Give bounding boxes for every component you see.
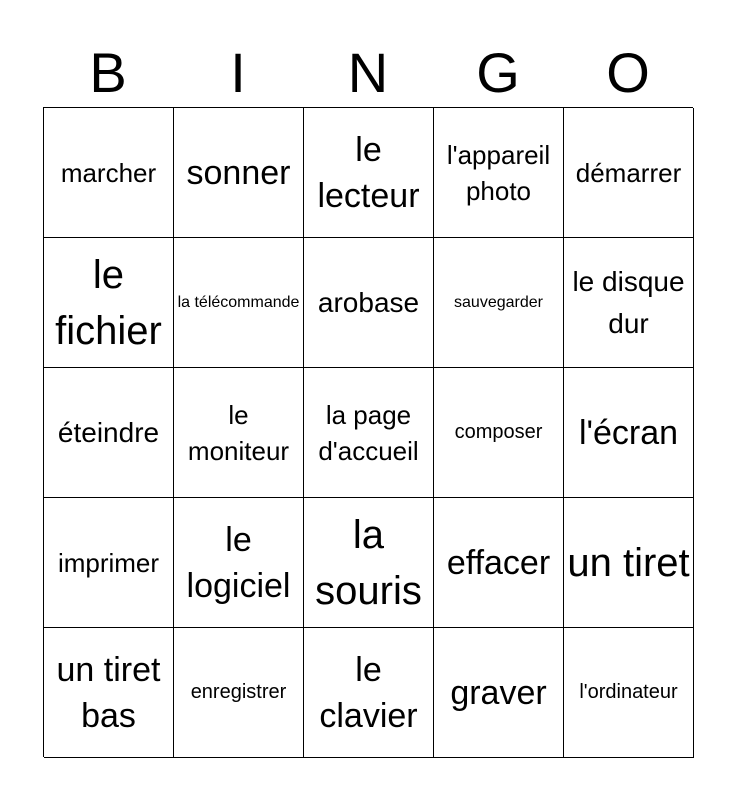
bingo-cell[interactable] bbox=[434, 108, 564, 238]
cell-text: marcher bbox=[60, 157, 157, 188]
cell-text: arobase bbox=[317, 286, 420, 318]
bingo-cell[interactable] bbox=[434, 238, 564, 368]
bingo-cell[interactable] bbox=[44, 108, 174, 238]
cell-text: l'ordinateur bbox=[579, 681, 678, 703]
cell-text: démarrer bbox=[575, 157, 682, 188]
bingo-cell[interactable] bbox=[304, 108, 434, 238]
bingo-cell[interactable] bbox=[174, 628, 304, 758]
header-letter-o: O bbox=[606, 41, 650, 104]
cell-text: la souris bbox=[315, 512, 422, 613]
bingo-cell[interactable] bbox=[174, 108, 304, 238]
bingo-cell[interactable] bbox=[174, 238, 304, 368]
header-letter-b: B bbox=[89, 41, 127, 104]
cell-text: le disque dur bbox=[572, 265, 685, 339]
cell-text: la page d'accueil bbox=[318, 399, 419, 466]
bingo-cell[interactable] bbox=[304, 238, 434, 368]
bingo-cell[interactable] bbox=[564, 108, 694, 238]
bingo-cell[interactable] bbox=[564, 498, 694, 628]
bingo-cell[interactable] bbox=[44, 368, 174, 498]
cell-text: un tiret bbox=[567, 540, 690, 585]
cell-text: le logiciel bbox=[186, 520, 291, 605]
header-letter-i: I bbox=[230, 41, 246, 104]
bingo-cell[interactable] bbox=[304, 368, 434, 498]
cell-text: sauvegarder bbox=[454, 293, 543, 311]
cell-text: le lecteur bbox=[317, 130, 420, 215]
cell-text: graver bbox=[450, 673, 547, 712]
bingo-grid bbox=[43, 107, 693, 757]
cell-text: le clavier bbox=[319, 650, 418, 735]
cell-text: le moniteur bbox=[187, 399, 290, 466]
bingo-cell[interactable] bbox=[304, 628, 434, 758]
bingo-cell[interactable] bbox=[44, 628, 174, 758]
cell-text: l'écran bbox=[578, 413, 679, 452]
cell-text: un tiret bas bbox=[56, 650, 161, 735]
bingo-cell[interactable] bbox=[564, 368, 694, 498]
cell-text: éteindre bbox=[57, 416, 160, 448]
bingo-cell[interactable] bbox=[44, 238, 174, 368]
bingo-cell[interactable] bbox=[434, 628, 564, 758]
cell-text: sonner bbox=[186, 153, 291, 192]
header-letter-g: G bbox=[476, 41, 520, 104]
header-letter-n: N bbox=[347, 41, 389, 104]
cell-text: imprimer bbox=[57, 547, 160, 578]
bingo-cell[interactable] bbox=[564, 628, 694, 758]
cell-text: composer bbox=[454, 421, 543, 443]
bingo-cell[interactable] bbox=[434, 368, 564, 498]
bingo-cell[interactable] bbox=[44, 498, 174, 628]
cell-text: la télécommande bbox=[177, 293, 300, 311]
bingo-cell[interactable] bbox=[434, 498, 564, 628]
bingo-cell[interactable] bbox=[304, 498, 434, 628]
cell-text: effacer bbox=[446, 543, 551, 582]
cell-text: enregistrer bbox=[190, 681, 287, 703]
bingo-cell[interactable] bbox=[564, 238, 694, 368]
bingo-cell[interactable] bbox=[174, 368, 304, 498]
cell-text: l'appareil photo bbox=[446, 139, 551, 206]
bingo-cell[interactable] bbox=[174, 498, 304, 628]
cell-text: le fichier bbox=[55, 252, 162, 353]
bingo-header bbox=[43, 40, 693, 106]
